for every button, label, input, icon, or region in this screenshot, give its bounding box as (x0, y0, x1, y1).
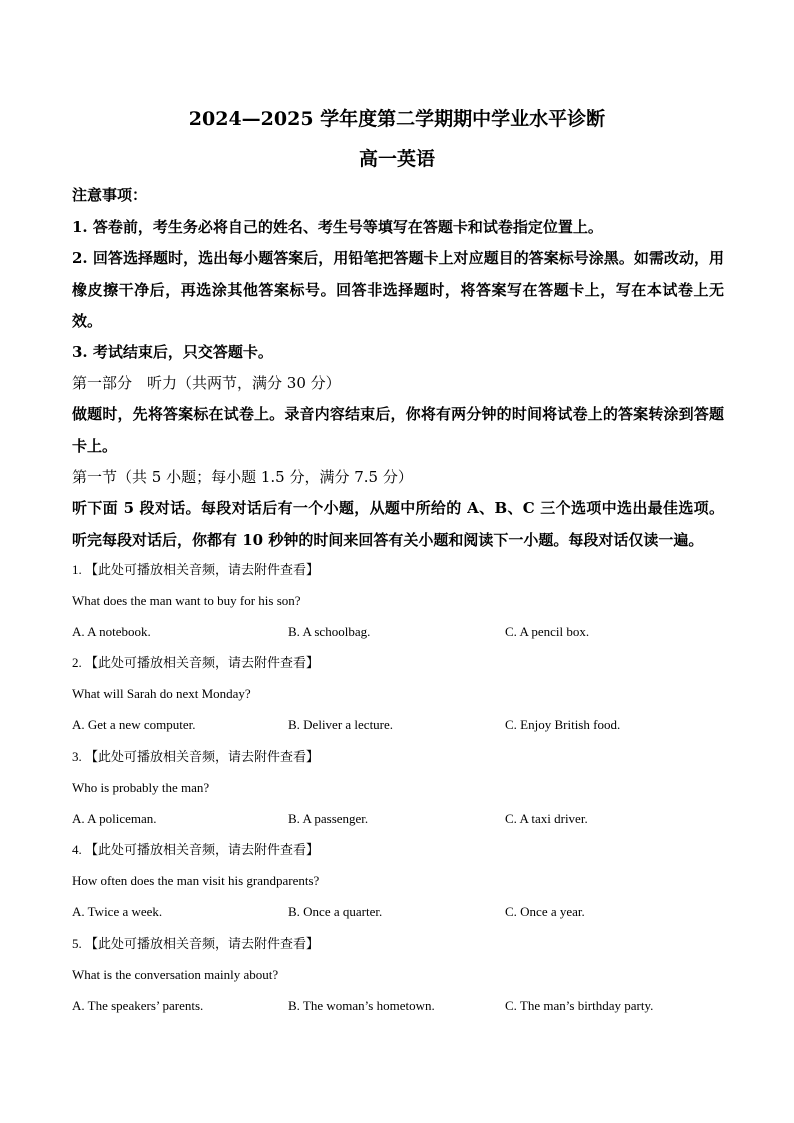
option-a: A. Twice a week. (72, 904, 163, 919)
question-4-audio (72, 840, 724, 861)
question-3-text: Who is probably the man? (72, 780, 210, 795)
audio-placeholder[interactable]: 【此处可播放相关音频，请去附件查看】 (85, 750, 320, 765)
option-c: C. A pencil box. (505, 624, 590, 639)
question-number: 2. (72, 655, 82, 670)
part1-heading: 第一部分 听力（共两节，满分 30 分） (72, 374, 341, 392)
section1-instruction: 听下面 5 段对话。每段对话后有一个小题，从题中所给的 A、B、C 三个选项中选出最佳选项。听完每段对话后，你都有 10 秒钟的时间来回答有关小题和阅读下一小题。每段对话仅读一遍。 (72, 499, 724, 549)
exam-title: 2024—2025 学年度第二学期期中学业水平诊断 (188, 108, 606, 130)
notice-item-1: 1. 答卷前，考生务必将自己的姓名、考生号等填写在答题卡和试卷指定位置上。 (72, 218, 603, 236)
question-number: 1. (72, 562, 82, 577)
option-b: B. A schoolbag. (288, 624, 371, 639)
question-2-text: What will Sarah do next Monday? (72, 686, 251, 701)
question-5-audio (72, 934, 724, 955)
audio-placeholder[interactable]: 【此处可播放相关音频，请去附件查看】 (85, 937, 320, 952)
option-b: B. Deliver a lecture. (288, 717, 394, 732)
question-2-audio (72, 653, 724, 674)
option-b: B. The woman’s hometown. (288, 998, 435, 1013)
option-b: B. Once a quarter. (288, 904, 383, 919)
question-4-options (72, 902, 724, 922)
question-1-audio (72, 560, 724, 581)
notice-heading: 注意事项： (72, 186, 148, 204)
audio-placeholder[interactable]: 【此处可播放相关音频，请去附件查看】 (85, 563, 320, 578)
option-c: C. The man’s birthday party. (505, 998, 654, 1013)
exam-subject: 高一英语 (358, 148, 435, 170)
option-c: C. A taxi driver. (505, 811, 588, 826)
option-c: C. Once a year. (505, 904, 585, 919)
audio-placeholder[interactable]: 【此处可播放相关音频，请去附件查看】 (85, 656, 320, 671)
question-1-options (72, 622, 724, 642)
option-a: A. A policeman. (72, 811, 157, 826)
notice-item-2: 2. 回答选择题时，选出每小题答案后，用铅笔把答题卡上对应题目的答案标号涂黑。如需改动，用橡皮擦干净后，再选涂其他答案标号。回答非选择题时，将答案写在答题卡上，写在本试卷上无效。 (72, 249, 724, 330)
question-5-text: What is the conversation mainly about? (72, 967, 279, 982)
question-3-audio (72, 747, 724, 768)
question-number: 5. (72, 936, 82, 951)
question-1-text: What does the man want to buy for his son? (72, 593, 301, 608)
part1-instruction: 做题时，先将答案标在试卷上。录音内容结束后，你将有两分钟的时间将试卷上的答案转涂到答题卡上。 (72, 405, 724, 455)
option-a: A. A notebook. (72, 624, 151, 639)
question-number: 3. (72, 749, 82, 764)
question-number: 4. (72, 842, 82, 857)
option-b: B. A passenger. (288, 811, 369, 826)
question-5-options (72, 996, 724, 1016)
option-a: A. Get a new computer. (72, 717, 196, 732)
audio-placeholder[interactable]: 【此处可播放相关音频，请去附件查看】 (85, 843, 320, 858)
section1-heading: 第一节（共 5 小题；每小题 1.5 分，满分 7.5 分） (72, 468, 413, 486)
question-2-options (72, 715, 724, 735)
question-3-options (72, 809, 724, 829)
question-4-text: How often does the man visit his grandparents? (72, 873, 320, 888)
option-c: C. Enjoy British food. (505, 717, 621, 732)
notice-item-3: 3. 考试结束后，只交答题卡。 (72, 343, 273, 361)
option-a: A. The speakers’ parents. (72, 998, 204, 1013)
